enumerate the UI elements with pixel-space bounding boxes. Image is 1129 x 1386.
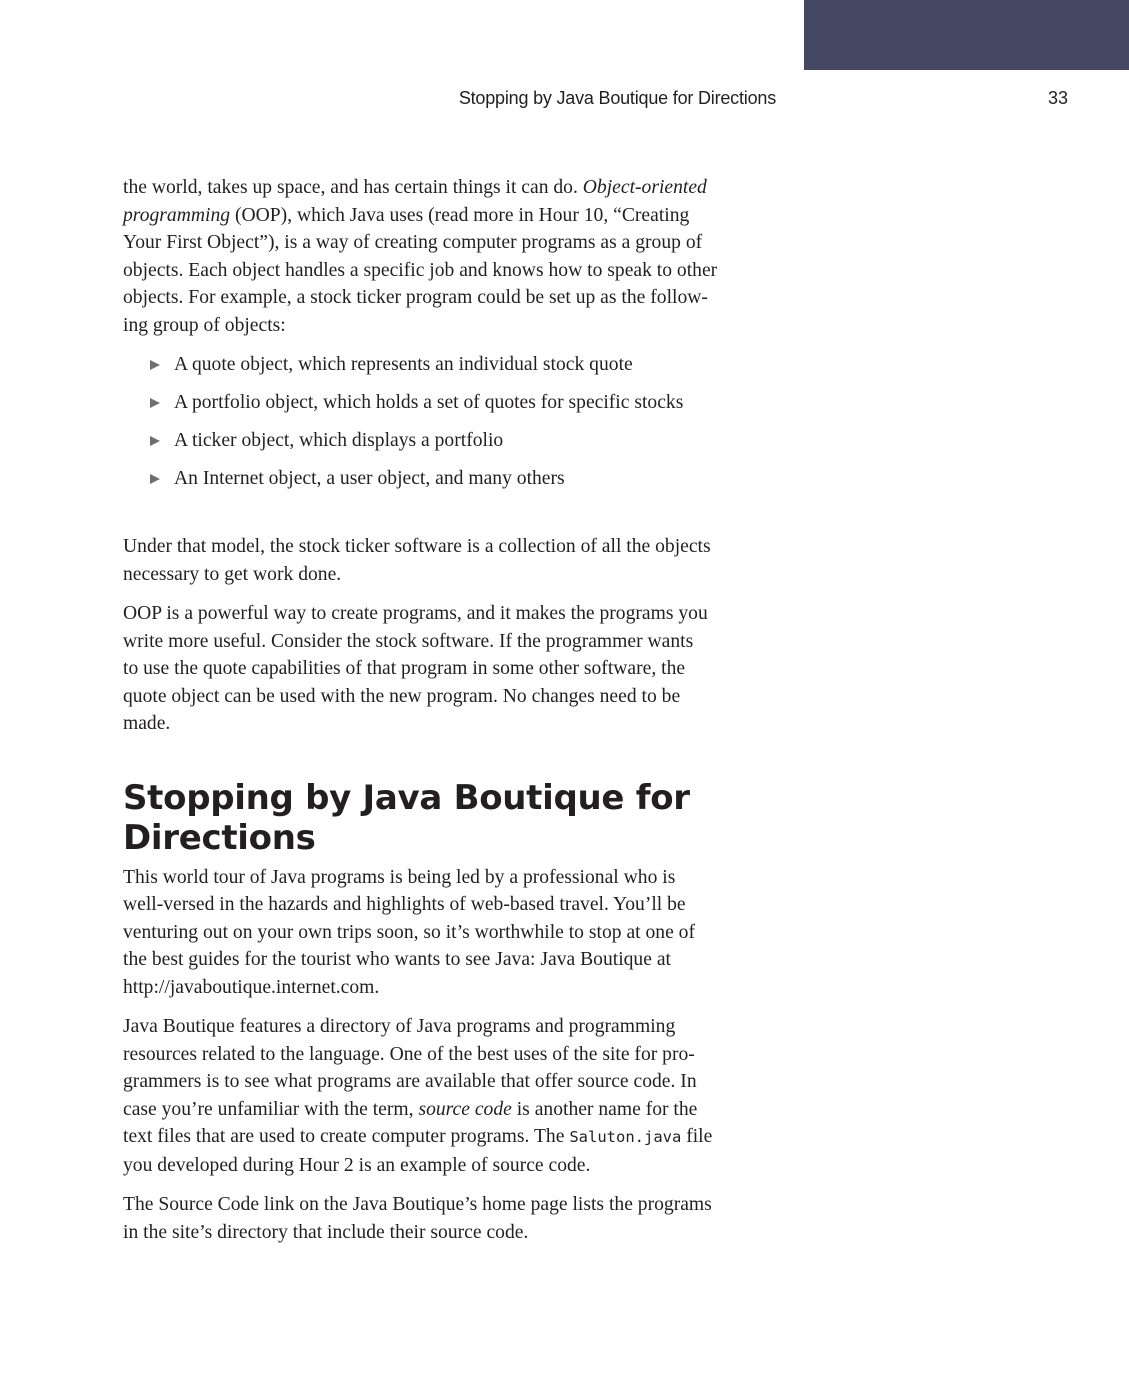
text-run: write more useful. Consider the stock software. If the programmer wants	[123, 630, 694, 652]
italic-term: programming	[123, 204, 231, 226]
triangle-bullet-icon	[150, 360, 160, 370]
text-line	[123, 1191, 803, 1219]
text-line	[123, 202, 803, 230]
text-run: Java Boutique features a directory of Java programs and programming	[123, 1016, 676, 1037]
text-line	[123, 533, 803, 561]
text-line	[123, 891, 803, 919]
text-run: is another name for the	[511, 1098, 698, 1120]
text-run: the world, takes up space, and has certain things it can do.	[123, 177, 583, 198]
text-run: resources related to the language. One of the best uses of the site for pro-	[123, 1043, 695, 1065]
text-run: necessary to get work done.	[123, 563, 342, 585]
text-line	[123, 257, 803, 285]
text-run: venturing out on your own trips soon, so it’s worthwhile to stop at one of	[123, 921, 695, 943]
text-line	[123, 946, 803, 974]
triangle-bullet-icon	[150, 474, 160, 484]
list-item	[123, 351, 803, 389]
text-run: to use the quote capabilities of that program in some other software, the	[123, 658, 686, 679]
text-run: Your First Object”), is a way of creating computer programs as a group of	[123, 232, 703, 253]
paragraph	[123, 600, 803, 738]
text-run: case you’re unfamiliar with the term,	[123, 1098, 419, 1120]
text-line	[123, 229, 803, 257]
text-run: (OOP), which Java uses (read more in Hour 10, “Creating	[230, 204, 690, 226]
text-line	[123, 683, 803, 711]
list-item-text: A quote object, which represents an individual stock quote	[174, 354, 633, 375]
list-item	[123, 465, 803, 503]
heading-line: Directions	[123, 817, 316, 858]
list-item	[123, 389, 803, 427]
text-line	[123, 600, 803, 628]
paragraph	[123, 1013, 803, 1179]
running-header: Stopping by Java Boutique for Directions	[458, 88, 776, 108]
paragraph	[123, 864, 803, 1002]
text-line	[123, 1152, 803, 1180]
intro-paragraph	[123, 174, 803, 339]
text-line	[123, 1013, 803, 1041]
text-run: http://javaboutique.internet.com.	[123, 976, 380, 998]
paragraphs-group-b	[123, 864, 803, 1247]
text-run: objects. Each object handles a specific job and knows how to speak to other	[123, 259, 718, 281]
triangle-bullet-icon	[150, 398, 160, 408]
text-line	[123, 628, 803, 656]
text-run: well-versed in the hazards and highlights of web-based travel. You’ll be	[123, 894, 686, 915]
list-item-text: A ticker object, which displays a portfolio	[174, 430, 504, 451]
text-run: objects. For example, a stock ticker program could be set up as the follow-	[123, 287, 708, 308]
text-run: file	[681, 1126, 713, 1147]
text-line	[123, 1068, 803, 1096]
text-run: Under that model, the stock ticker software is a collection of all the objects	[123, 536, 711, 557]
text-line	[123, 919, 803, 947]
text-run: in the site’s directory that include their source code.	[123, 1221, 529, 1243]
text-line	[123, 974, 803, 1002]
text-run: made.	[123, 713, 171, 734]
section-heading	[123, 778, 803, 858]
paragraphs-group-a	[123, 533, 803, 738]
text-run: The Source Code link on the Java Boutique’s home page lists the programs	[123, 1194, 712, 1215]
text-run: the best guides for the tourist who wants to see Java: Java Boutique at	[123, 949, 671, 970]
text-line	[123, 1041, 803, 1069]
text-run: text files that are used to create computer programs. The	[123, 1126, 570, 1147]
page-body	[123, 174, 803, 1258]
text-line	[123, 1123, 803, 1152]
object-list	[123, 351, 803, 503]
page-number: 33	[1047, 88, 1068, 108]
text-run: quote object can be used with the new program. No changes need to be	[123, 685, 681, 707]
text-run: OOP is a powerful way to create programs, and it makes the programs you	[123, 603, 708, 624]
text-line	[123, 174, 803, 202]
heading-line: Stopping by Java Boutique for	[123, 777, 690, 818]
paragraph	[123, 533, 803, 588]
text-line	[123, 710, 803, 738]
text-line	[123, 1219, 803, 1247]
italic-term: Object-oriented	[582, 177, 707, 198]
text-line	[123, 312, 803, 340]
text-run: grammers is to see what programs are available that offer source code. In	[123, 1071, 697, 1092]
list-item-text: An Internet object, a user object, and many others	[174, 468, 565, 489]
paragraph	[123, 1191, 803, 1246]
list-item	[123, 427, 803, 465]
text-line	[123, 655, 803, 683]
text-line	[123, 1096, 803, 1124]
text-run: ing group of objects:	[123, 314, 286, 336]
text-line	[123, 284, 803, 312]
text-line	[123, 561, 803, 589]
text-run: This world tour of Java programs is being led by a professional who is	[123, 866, 676, 888]
triangle-bullet-icon	[150, 436, 160, 446]
code-text: Saluton.java	[569, 1128, 682, 1146]
list-item-text: A portfolio object, which holds a set of quotes for specific stocks	[174, 392, 684, 413]
text-line	[123, 864, 803, 892]
italic-term: source code	[418, 1098, 512, 1120]
text-run: you developed during Hour 2 is an example of source code.	[123, 1154, 591, 1176]
chapter-tab-block	[804, 0, 1129, 70]
